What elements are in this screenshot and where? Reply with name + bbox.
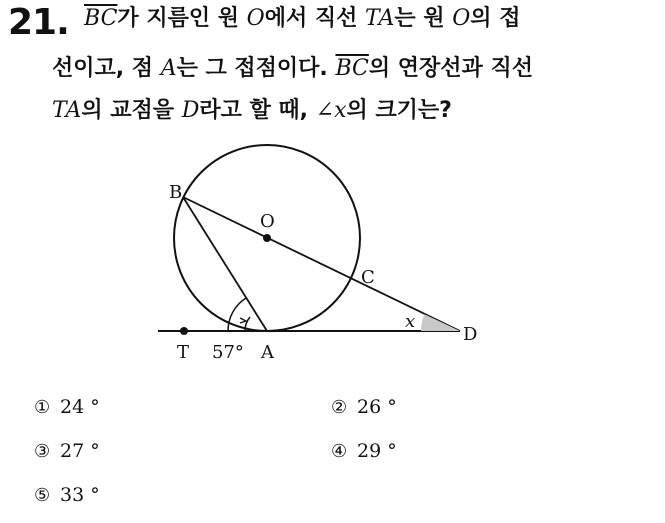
text-fragment: 의 크기는? bbox=[346, 98, 452, 123]
choice-value: 29 ° bbox=[357, 440, 397, 462]
label-c: C bbox=[361, 267, 375, 288]
circle-name: O bbox=[452, 6, 471, 31]
label-x: x bbox=[405, 311, 416, 332]
point-a: A bbox=[160, 56, 177, 81]
choice-5[interactable] bbox=[34, 484, 100, 506]
text-fragment: 의 연장선과 직선 bbox=[368, 56, 533, 81]
text-fragment: 의 접 bbox=[470, 6, 521, 31]
label-angle-57: 57° bbox=[212, 342, 244, 363]
label-t: T bbox=[177, 342, 190, 363]
choice-value: 33 ° bbox=[60, 484, 100, 506]
choice-value: 27 ° bbox=[60, 440, 100, 462]
text-fragment: 는 그 접점이다. bbox=[176, 56, 336, 81]
text-fragment: 에서 직선 bbox=[264, 6, 366, 31]
choice-marker: ① bbox=[34, 397, 51, 418]
text-fragment: 선이고, 점 bbox=[52, 56, 161, 81]
center-point-o bbox=[263, 234, 271, 242]
choice-marker: ⑤ bbox=[34, 485, 51, 506]
arrow-icon bbox=[240, 318, 246, 323]
label-b: B bbox=[169, 182, 183, 203]
label-a: A bbox=[261, 342, 274, 363]
angle-x-mark bbox=[421, 314, 460, 331]
choice-marker: ④ bbox=[331, 441, 348, 462]
point-d: D bbox=[181, 98, 200, 123]
text-fragment: 라고 할 때, bbox=[199, 98, 316, 123]
circle-name: O bbox=[246, 6, 265, 31]
point-t bbox=[180, 327, 188, 335]
question-number: 21. bbox=[8, 2, 69, 43]
segment-bc: $\overline{BC}$ bbox=[335, 56, 369, 81]
text-fragment: 의 교점을 bbox=[81, 98, 182, 123]
choice-1[interactable] bbox=[34, 396, 100, 418]
label-d: D bbox=[463, 324, 478, 345]
choice-3[interactable] bbox=[34, 440, 100, 462]
line-ta: TA bbox=[52, 98, 82, 123]
text-fragment: 는 원 bbox=[394, 6, 453, 31]
choice-marker: ③ bbox=[34, 441, 51, 462]
label-o: O bbox=[260, 211, 275, 232]
choice-2[interactable] bbox=[331, 396, 397, 418]
choice-4[interactable] bbox=[331, 440, 397, 462]
text-fragment: 가 지름인 원 bbox=[117, 6, 247, 31]
choice-value: 24 ° bbox=[60, 396, 100, 418]
line-ta: TA bbox=[365, 6, 395, 31]
angle-x: ∠x bbox=[315, 98, 347, 123]
segment-bc: $\overline{BC}$ bbox=[84, 6, 118, 31]
choice-marker: ② bbox=[331, 397, 348, 418]
choice-value: 26 ° bbox=[357, 396, 397, 418]
